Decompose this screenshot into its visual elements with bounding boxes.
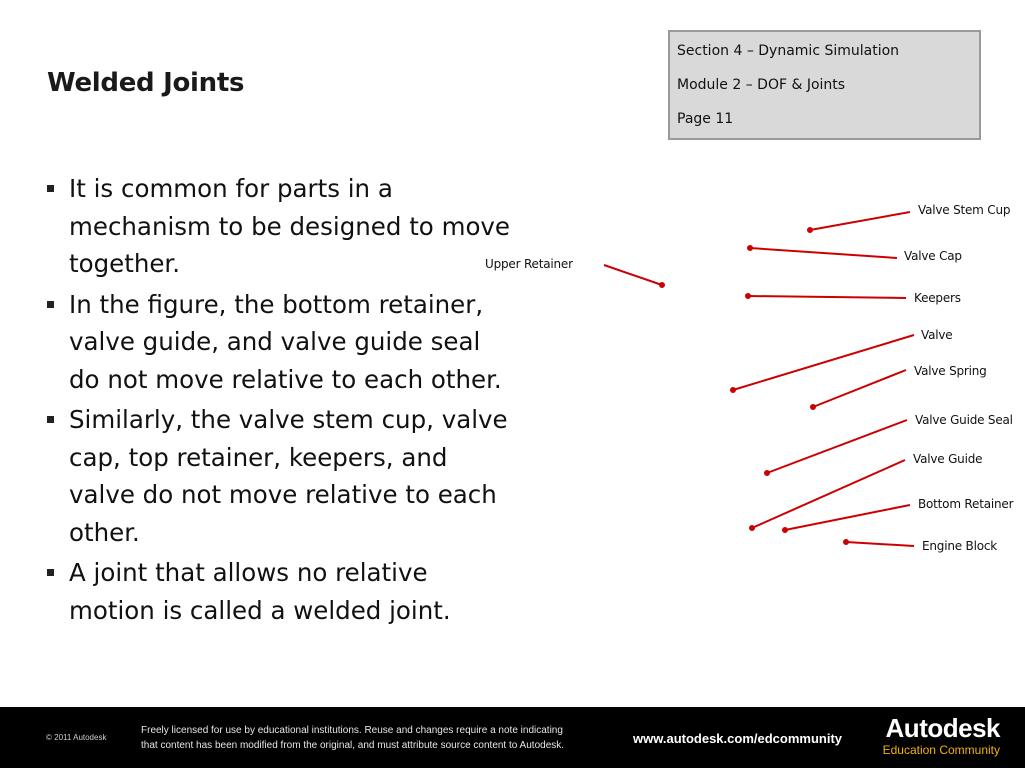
autodesk-logo: Autodesk (885, 713, 1000, 743)
leader-valve-spring-tip (811, 405, 815, 409)
footer-bar (0, 707, 1025, 768)
bullet-text: It is common for parts in a mechanism to be designed to move together. (69, 174, 510, 278)
license-text (141, 723, 621, 753)
leader-bottom-retainer (785, 505, 910, 530)
leader-valve-guide-seal-tip (765, 471, 769, 475)
leader-engine-block-tip (844, 540, 848, 544)
bullet-text: In the figure, the bottom retainer, valve guide, and valve guide seal do not move relative to each other. (69, 289, 502, 394)
leader-valve-spring (813, 370, 906, 407)
leader-valve-stem-cup-tip (808, 228, 812, 232)
leader-valve (733, 335, 914, 390)
leader-valve-cap (750, 248, 897, 258)
leader-valve-cap-tip (748, 246, 752, 250)
callout-bottom-retainer: Bottom Retainer (918, 497, 1014, 511)
leader-valve-guide-seal (767, 420, 907, 473)
leader-bottom-retainer-tip (783, 528, 787, 532)
section-label: Section 4 – Dynamic Simulation (677, 43, 900, 59)
bullet-text: Similarly, the valve stem cup, valve cap, top retainer, keepers, and valve do not move relative to each other. (69, 405, 508, 547)
slide-title: Welded Joints (47, 68, 245, 98)
leader-upper-retainer (604, 265, 662, 285)
leader-keepers (748, 296, 906, 298)
copyright-text: © 2011 Autodesk (46, 733, 107, 742)
callout-valve-spring: Valve Spring (914, 364, 987, 378)
education-community-label: Education Community (882, 743, 1000, 757)
callout-engine-block: Engine Block (922, 539, 997, 553)
callout-keepers: Keepers (914, 291, 961, 305)
license-line: Freely licensed for use by educational institutions. Reuse and changes require a note indicating (141, 725, 563, 736)
callout-valve-guide-seal: Valve Guide Seal (915, 413, 1013, 427)
callout-valve-guide: Valve Guide (913, 452, 983, 466)
callout-valve-stem-cup: Valve Stem Cup (918, 203, 1011, 217)
license-line: that content has been modified from the original, and must attribute source content to Autodesk. (141, 740, 565, 751)
leader-engine-block (846, 542, 914, 546)
module-label: Module 2 – DOF & Joints (677, 77, 846, 93)
callout-valve-cap: Valve Cap (904, 249, 962, 263)
leader-valve-guide-tip (750, 526, 754, 530)
callout-valve: Valve (921, 328, 953, 342)
callout-upper-retainer: Upper Retainer (485, 257, 573, 271)
leader-keepers-tip (746, 294, 750, 298)
leader-upper-retainer-tip (660, 283, 664, 287)
edcommunity-link[interactable]: www.autodesk.com/edcommunity (633, 731, 843, 746)
page-number: Page 11 (677, 111, 734, 127)
leader-valve-tip (731, 388, 735, 392)
bullet-text: A joint that allows no relative motion is called a welded joint. (69, 558, 451, 625)
leader-valve-stem-cup (810, 212, 910, 230)
